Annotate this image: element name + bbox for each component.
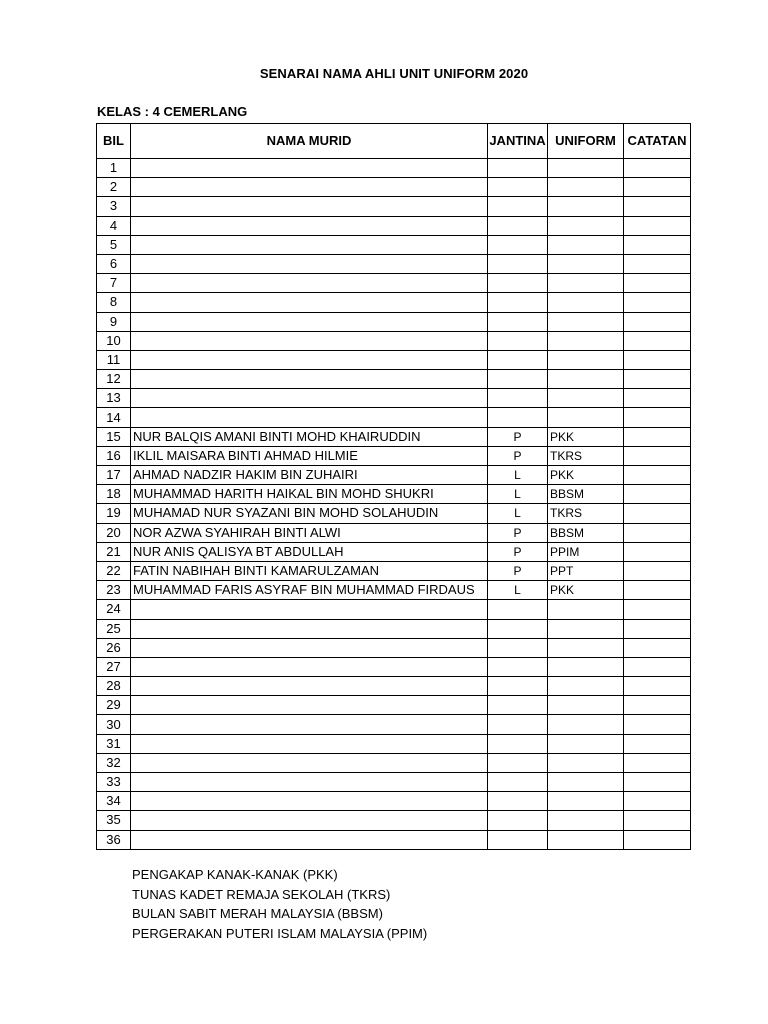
cell-bil: 18: [97, 485, 131, 504]
cell-uniform: [548, 830, 624, 849]
cell-uniform: BBSM: [548, 523, 624, 542]
table-row: [97, 427, 691, 446]
cell-bil: 32: [97, 753, 131, 772]
cell-jantina: [488, 657, 548, 676]
cell-nama-murid: [131, 254, 488, 273]
cell-uniform: [548, 792, 624, 811]
cell-bil: 29: [97, 696, 131, 715]
uniform-legend: [132, 865, 427, 943]
table-row: [97, 274, 691, 293]
table-row: [97, 696, 691, 715]
cell-uniform: [548, 350, 624, 369]
table-row: [97, 753, 691, 772]
cell-uniform: [548, 331, 624, 350]
cell-catatan: [624, 235, 691, 254]
header-uniform: UNIFORM: [548, 124, 624, 159]
cell-jantina: [488, 389, 548, 408]
cell-catatan: [624, 216, 691, 235]
cell-nama-murid: [131, 677, 488, 696]
cell-jantina: [488, 312, 548, 331]
cell-jantina: [488, 773, 548, 792]
legend-item: PERGERAKAN PUTERI ISLAM MALAYSIA (PPIM): [132, 925, 428, 941]
cell-catatan: [624, 446, 691, 465]
cell-uniform: PPIM: [548, 542, 624, 561]
cell-catatan: [624, 753, 691, 772]
cell-nama-murid: [131, 197, 488, 216]
table-row: [97, 466, 691, 485]
cell-catatan: [624, 811, 691, 830]
cell-nama-murid: [131, 331, 488, 350]
table-row: [97, 408, 691, 427]
member-table: [96, 123, 691, 850]
cell-catatan: [624, 427, 691, 446]
cell-uniform: [548, 370, 624, 389]
cell-uniform: [548, 408, 624, 427]
cell-uniform: [548, 159, 624, 178]
cell-nama-murid: [131, 830, 488, 849]
cell-bil: 25: [97, 619, 131, 638]
cell-nama-murid: [131, 657, 488, 676]
table-row: [97, 235, 691, 254]
cell-bil: 15: [97, 427, 131, 446]
cell-jantina: [488, 254, 548, 273]
cell-uniform: PKK: [548, 466, 624, 485]
cell-bil: 19: [97, 504, 131, 523]
cell-jantina: [488, 159, 548, 178]
cell-catatan: [624, 293, 691, 312]
cell-jantina: [488, 178, 548, 197]
cell-catatan: [624, 734, 691, 753]
cell-bil: 3: [97, 197, 131, 216]
table-row: [97, 254, 691, 273]
cell-uniform: TKRS: [548, 446, 624, 465]
cell-nama-murid: [131, 312, 488, 331]
cell-bil: 26: [97, 638, 131, 657]
cell-bil: 36: [97, 830, 131, 849]
cell-jantina: [488, 792, 548, 811]
cell-catatan: [624, 773, 691, 792]
cell-bil: 8: [97, 293, 131, 312]
cell-uniform: PKK: [548, 581, 624, 600]
cell-bil: 14: [97, 408, 131, 427]
table-row: [97, 734, 691, 753]
cell-bil: 20: [97, 523, 131, 542]
cell-nama-murid: [131, 792, 488, 811]
cell-catatan: [624, 657, 691, 676]
cell-bil: 4: [97, 216, 131, 235]
cell-catatan: [624, 197, 691, 216]
table-row: [97, 389, 691, 408]
cell-jantina: [488, 235, 548, 254]
cell-jantina: [488, 715, 548, 734]
cell-nama-murid: [131, 619, 488, 638]
cell-nama-murid: [131, 159, 488, 178]
cell-bil: 31: [97, 734, 131, 753]
cell-bil: 24: [97, 600, 131, 619]
cell-jantina: [488, 811, 548, 830]
table-row: [97, 677, 691, 696]
cell-jantina: [488, 216, 548, 235]
cell-nama-murid: NUR ANIS QALISYA BT ABDULLAH: [131, 542, 488, 561]
cell-nama-murid: [131, 600, 488, 619]
table-row: [97, 293, 691, 312]
cell-nama-murid: [131, 811, 488, 830]
cell-nama-murid: [131, 773, 488, 792]
cell-catatan: [624, 312, 691, 331]
cell-nama-murid: MUHAMMAD FARIS ASYRAF BIN MUHAMMAD FIRDAUS: [131, 581, 488, 600]
cell-bil: 9: [97, 312, 131, 331]
cell-nama-murid: FATIN NABIHAH BINTI KAMARULZAMAN: [131, 561, 488, 580]
cell-bil: 33: [97, 773, 131, 792]
cell-uniform: BBSM: [548, 485, 624, 504]
cell-catatan: [624, 389, 691, 408]
cell-jantina: [488, 677, 548, 696]
cell-jantina: [488, 350, 548, 369]
cell-catatan: [624, 350, 691, 369]
cell-uniform: PKK: [548, 427, 624, 446]
cell-bil: 28: [97, 677, 131, 696]
cell-uniform: [548, 600, 624, 619]
cell-bil: 21: [97, 542, 131, 561]
cell-nama-murid: [131, 696, 488, 715]
cell-jantina: [488, 619, 548, 638]
cell-uniform: [548, 312, 624, 331]
cell-uniform: [548, 811, 624, 830]
cell-uniform: [548, 619, 624, 638]
cell-nama-murid: NUR BALQIS AMANI BINTI MOHD KHAIRUDDIN: [131, 427, 488, 446]
table-body: [97, 159, 691, 850]
table-row: [97, 523, 691, 542]
cell-catatan: [624, 600, 691, 619]
cell-jantina: L: [488, 581, 548, 600]
cell-jantina: [488, 830, 548, 849]
cell-jantina: [488, 696, 548, 715]
cell-uniform: [548, 178, 624, 197]
cell-nama-murid: [131, 734, 488, 753]
page-title: SENARAI NAMA AHLI UNIT UNIFORM 2020: [259, 66, 529, 81]
cell-uniform: [548, 773, 624, 792]
cell-jantina: [488, 293, 548, 312]
table-row: [97, 561, 691, 580]
legend-item: TUNAS KADET REMAJA SEKOLAH (TKRS): [132, 886, 391, 902]
cell-catatan: [624, 581, 691, 600]
cell-nama-murid: MUHAMAD NUR SYAZANI BIN MOHD SOLAHUDIN: [131, 504, 488, 523]
cell-nama-murid: [131, 293, 488, 312]
cell-catatan: [624, 504, 691, 523]
header-jantina: JANTINA: [488, 124, 548, 159]
cell-catatan: [624, 178, 691, 197]
cell-catatan: [624, 830, 691, 849]
cell-jantina: [488, 408, 548, 427]
cell-jantina: [488, 734, 548, 753]
cell-uniform: [548, 657, 624, 676]
cell-bil: 5: [97, 235, 131, 254]
cell-catatan: [624, 696, 691, 715]
table-row: [97, 638, 691, 657]
cell-nama-murid: NOR AZWA SYAHIRAH BINTI ALWI: [131, 523, 488, 542]
cell-nama-murid: [131, 753, 488, 772]
cell-jantina: P: [488, 427, 548, 446]
cell-bil: 16: [97, 446, 131, 465]
cell-bil: 17: [97, 466, 131, 485]
table-row: [97, 792, 691, 811]
cell-catatan: [624, 677, 691, 696]
cell-jantina: L: [488, 504, 548, 523]
cell-uniform: [548, 696, 624, 715]
cell-bil: 1: [97, 159, 131, 178]
table-row: [97, 542, 691, 561]
cell-jantina: L: [488, 466, 548, 485]
table-row: [97, 197, 691, 216]
cell-nama-murid: [131, 216, 488, 235]
cell-uniform: PPT: [548, 561, 624, 580]
cell-nama-murid: [131, 370, 488, 389]
cell-catatan: [624, 466, 691, 485]
cell-catatan: [624, 485, 691, 504]
cell-uniform: [548, 197, 624, 216]
cell-jantina: [488, 274, 548, 293]
table-row: [97, 657, 691, 676]
cell-catatan: [624, 792, 691, 811]
cell-nama-murid: [131, 350, 488, 369]
cell-jantina: [488, 197, 548, 216]
table-row: [97, 830, 691, 849]
cell-catatan: [624, 542, 691, 561]
cell-uniform: [548, 638, 624, 657]
cell-bil: 2: [97, 178, 131, 197]
table-row: [97, 312, 691, 331]
table-row: [97, 446, 691, 465]
cell-catatan: [624, 274, 691, 293]
cell-catatan: [624, 331, 691, 350]
table-row: [97, 581, 691, 600]
cell-nama-murid: [131, 715, 488, 734]
header-catatan: CATATAN: [624, 124, 691, 159]
cell-bil: 30: [97, 715, 131, 734]
cell-nama-murid: [131, 178, 488, 197]
cell-bil: 22: [97, 561, 131, 580]
table-row: [97, 216, 691, 235]
cell-bil: 34: [97, 792, 131, 811]
cell-uniform: [548, 677, 624, 696]
cell-nama-murid: [131, 638, 488, 657]
cell-catatan: [624, 370, 691, 389]
cell-catatan: [624, 619, 691, 638]
cell-uniform: [548, 389, 624, 408]
cell-bil: 13: [97, 389, 131, 408]
cell-bil: 23: [97, 581, 131, 600]
cell-uniform: [548, 216, 624, 235]
cell-jantina: [488, 370, 548, 389]
cell-catatan: [624, 715, 691, 734]
cell-bil: 12: [97, 370, 131, 389]
table-row: [97, 504, 691, 523]
cell-catatan: [624, 523, 691, 542]
cell-nama-murid: [131, 274, 488, 293]
cell-catatan: [624, 561, 691, 580]
cell-nama-murid: [131, 235, 488, 254]
cell-nama-murid: AHMAD NADZIR HAKIM BIN ZUHAIRI: [131, 466, 488, 485]
table-row: [97, 773, 691, 792]
cell-catatan: [624, 408, 691, 427]
cell-uniform: [548, 753, 624, 772]
cell-jantina: [488, 638, 548, 657]
cell-jantina: P: [488, 561, 548, 580]
cell-nama-murid: IKLIL MAISARA BINTI AHMAD HILMIE: [131, 446, 488, 465]
cell-bil: 6: [97, 254, 131, 273]
cell-nama-murid: MUHAMMAD HARITH HAIKAL BIN MOHD SHUKRI: [131, 485, 488, 504]
cell-bil: 35: [97, 811, 131, 830]
cell-jantina: [488, 753, 548, 772]
cell-uniform: [548, 293, 624, 312]
cell-uniform: [548, 235, 624, 254]
table-row: [97, 600, 691, 619]
table-header-row: [97, 124, 691, 159]
cell-uniform: [548, 734, 624, 753]
legend-item: PENGAKAP KANAK-KANAK (PKK): [132, 867, 338, 882]
cell-bil: 27: [97, 657, 131, 676]
table-row: [97, 619, 691, 638]
cell-bil: 7: [97, 274, 131, 293]
table-row: [97, 350, 691, 369]
table-row: [97, 485, 691, 504]
table-row: [97, 178, 691, 197]
cell-jantina: P: [488, 542, 548, 561]
cell-catatan: [624, 254, 691, 273]
cell-uniform: [548, 254, 624, 273]
table-row: [97, 370, 691, 389]
class-label: KELAS : 4 CEMERLANG: [97, 104, 248, 119]
cell-catatan: [624, 159, 691, 178]
cell-uniform: TKRS: [548, 504, 624, 523]
cell-bil: 11: [97, 350, 131, 369]
header-bil: BIL: [97, 124, 131, 159]
cell-jantina: [488, 600, 548, 619]
table-row: [97, 159, 691, 178]
cell-bil: 10: [97, 331, 131, 350]
legend-item: BULAN SABIT MERAH MALAYSIA (BBSM): [132, 906, 383, 921]
cell-uniform: [548, 715, 624, 734]
cell-uniform: [548, 274, 624, 293]
table-row: [97, 811, 691, 830]
cell-jantina: [488, 331, 548, 350]
table-row: [97, 331, 691, 350]
cell-nama-murid: [131, 389, 488, 408]
cell-nama-murid: [131, 408, 488, 427]
header-nama-murid: NAMA MURID: [131, 124, 488, 159]
cell-catatan: [624, 638, 691, 657]
table-row: [97, 715, 691, 734]
cell-jantina: L: [488, 485, 548, 504]
cell-jantina: P: [488, 523, 548, 542]
cell-jantina: P: [488, 446, 548, 465]
